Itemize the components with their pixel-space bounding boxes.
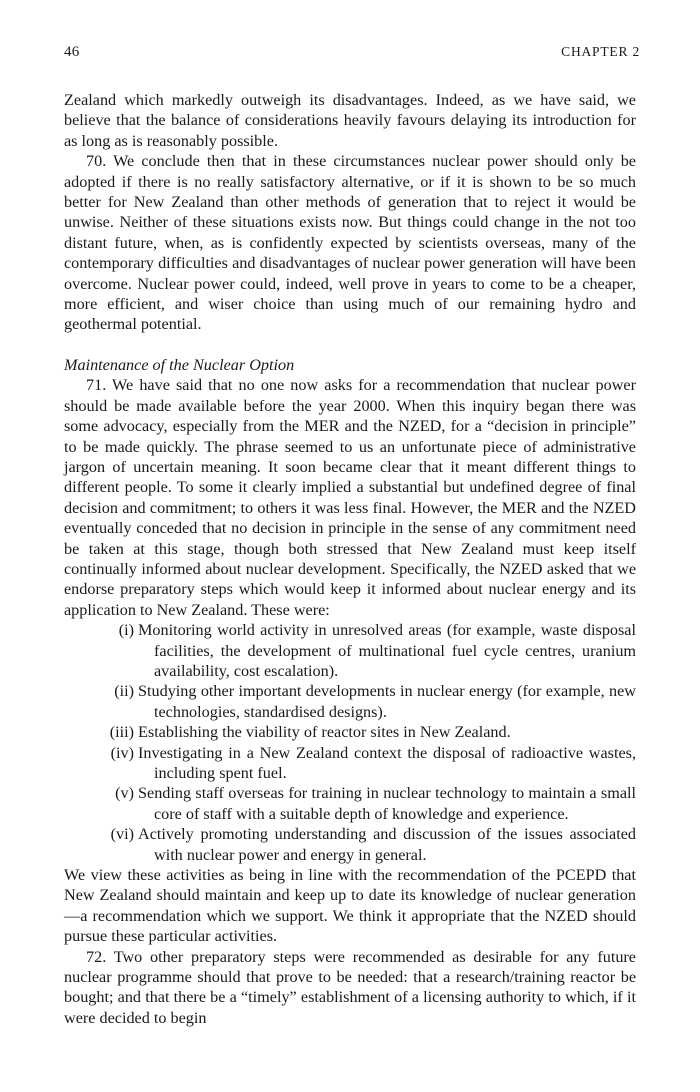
list-item-text: Actively promoting understanding and discussion of the issues associated with nuclear power and energy in general.	[138, 825, 636, 864]
list-item-number: (i)	[118, 621, 134, 640]
list-item	[64, 620, 636, 681]
list-item	[64, 743, 636, 784]
paragraph-after-list: We view these activities as being in line with the recommendation of the PCEPD that New Zealand should maintain and keep up to date its knowledge of nuclear generation—a recommendation which we support. We think it appropriate that the NZED should pursue these particular activities.	[64, 866, 636, 946]
list-item-number: (ii)	[114, 682, 134, 701]
list-item-text: Studying other important developments in nuclear energy (for example, new technologies, standardised designs).	[138, 682, 636, 721]
list-item-text: Monitoring world activity in unresolved areas (for example, waste disposal facilities, the development of multinational fuel cycle centres, uranium availability, cost escalation).	[138, 621, 636, 680]
paragraph-72: 72. Two other preparatory steps were recommended as desirable for any future nuclear programme should that prove to be needed: that a research/training reactor be bought; and that there be a “timely” establishment of a licensing authority to which, if it were decided to begin	[64, 947, 636, 1027]
list-item	[64, 681, 636, 722]
list-item-number: (iv)	[110, 743, 134, 762]
section-gap	[64, 335, 636, 355]
preparatory-steps-list	[64, 620, 636, 865]
list-item-number: (v)	[115, 784, 134, 803]
list-item-number: (vi)	[110, 825, 134, 844]
list-item	[64, 783, 636, 824]
page-header	[64, 44, 640, 64]
list-item	[64, 722, 636, 742]
list-item-number: (iii)	[109, 723, 134, 742]
chapter-title: CHAPTER 2	[561, 44, 640, 59]
paragraph-continuation: Zealand which markedly outweigh its disadvantages. Indeed, as we have said, we believe that the balance of considerations heavily favours delaying its introduction for as long as is reasonably possible.	[64, 91, 636, 150]
paragraph-71: 71. We have said that no one now asks for a recommendation that nuclear power should be made available before the year 2000. When this inquiry began there was some advocacy, especially from the MER and the NZED, for a “decision in principle” to be made quickly. The phrase seemed to us an unfortunate piece of administrative jargon of uncertain meaning. It soon became clear that it meant different things to different people. To some it clearly implied a substantial but undefined degree of final decision and commitment; to others it was less final. However, the MER and the NZED eventually conceded that no decision in principle in the sense of any commitment need be taken at this stage, though both stressed that New Zealand must keep itself continually informed about nuclear development. Specifically, the NZED asked that we endorse preparatory steps which would keep it informed about nuclear energy and its application to New Zealand. These were:	[64, 376, 636, 619]
paragraph-70: 70. We conclude then that in these circumstances nuclear power should only be adopted if there is no really satisfactory alternative, or if it is shown to be so much better for New Zealand than other methods of generation that to reject it would be unwise. Neither of these situations exists now. But things could change in the not too distant future, when, as is confidently expected by scientists overseas, many of the contemporary difficulties and disadvantages of nuclear power generation will have been overcome. Nuclear power could, indeed, well prove in years to come to be a cheaper, more efficient, and wiser choice than using much of our remaining hydro and geothermal potential.	[64, 152, 636, 334]
page-number: 46	[64, 44, 80, 60]
list-item-text: Investigating in a New Zealand context the disposal of radioactive wastes, including spent fuel.	[138, 743, 636, 782]
body-text	[64, 90, 636, 1028]
list-item	[64, 824, 636, 865]
list-item-text: Establishing the viability of reactor sites in New Zealand.	[138, 723, 511, 742]
section-heading: Maintenance of the Nuclear Option	[64, 355, 295, 374]
list-item-text: Sending staff overseas for training in nuclear technology to maintain a small core of staff with a suitable depth of knowledge and experience.	[138, 784, 636, 823]
